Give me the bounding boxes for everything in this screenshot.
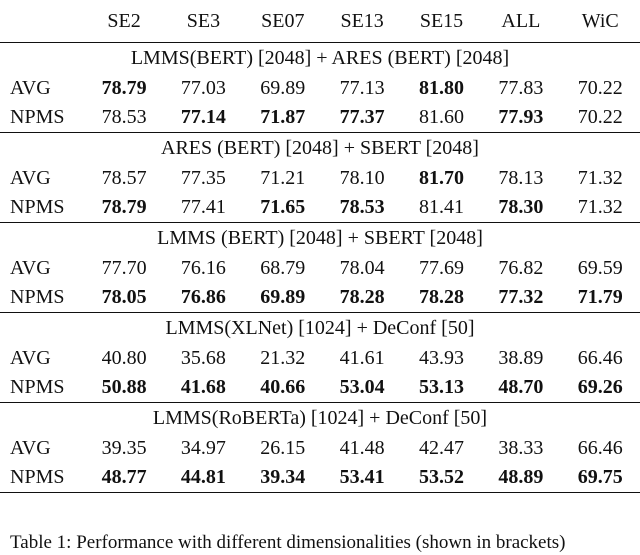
- table-cell: 70.22: [577, 106, 623, 128]
- table-cell: 40.66: [260, 376, 306, 398]
- table-cell: 76.82: [498, 257, 544, 279]
- row-label: AVG: [10, 437, 51, 459]
- row-label: AVG: [10, 257, 51, 279]
- table-cell: 66.46: [577, 347, 623, 369]
- row-label: NPMS: [10, 466, 65, 488]
- table-cell: 40.80: [101, 347, 147, 369]
- table-header: [0, 0, 640, 43]
- column-header: SE3: [186, 10, 221, 32]
- group-title-row: [0, 313, 640, 345]
- column-header: ALL: [501, 10, 541, 32]
- table-row: [0, 193, 640, 223]
- table-cell: 69.89: [260, 77, 306, 99]
- table-cell: 78.13: [498, 167, 544, 189]
- row-label: NPMS: [10, 286, 65, 308]
- group-title-row: [0, 403, 640, 435]
- table-cell: 77.13: [339, 77, 385, 99]
- table-cell: 44.81: [180, 466, 226, 488]
- table-cell: 53.41: [339, 466, 385, 488]
- group-title-row: [0, 223, 640, 255]
- table-cell: 71.32: [577, 167, 623, 189]
- row-label: NPMS: [10, 106, 65, 128]
- table-cell: 81.60: [419, 106, 464, 128]
- table-cell: 38.33: [498, 437, 544, 459]
- table-cell: 26.15: [260, 437, 306, 459]
- table-cell: 77.83: [498, 77, 544, 99]
- table-cell: 78.79: [101, 196, 147, 218]
- table-cell: 53.13: [419, 376, 464, 398]
- table-cell: 77.35: [180, 167, 226, 189]
- table-row: [0, 344, 640, 373]
- table-cell: 43.93: [419, 347, 464, 369]
- table-cell: 71.79: [577, 286, 623, 308]
- group-title: LMMS(BERT) [2048] + ARES (BERT) [2048]: [130, 47, 510, 69]
- table-caption: Table 1: Performance with different dimensionalities (shown in brackets): [10, 532, 566, 553]
- table-cell: 41.61: [339, 347, 385, 369]
- row-label: NPMS: [10, 376, 65, 398]
- table-cell: 76.86: [180, 286, 226, 308]
- column-header: SE07: [261, 10, 305, 32]
- table-cell: 78.10: [339, 167, 385, 189]
- table-cell: 39.34: [260, 466, 306, 488]
- column-header: SE13: [340, 10, 384, 32]
- table-cell: 41.68: [180, 376, 226, 398]
- header-row: [0, 0, 640, 43]
- table-cell: 42.47: [419, 437, 464, 459]
- table-cell: 68.79: [260, 257, 306, 279]
- column-header: [0, 0, 84, 43]
- table-cell: 34.97: [180, 437, 226, 459]
- table-row: [0, 103, 640, 133]
- table-cell: 81.41: [419, 196, 464, 218]
- table-cell: 50.88: [101, 376, 147, 398]
- table-cell: 53.04: [339, 376, 385, 398]
- table-cell: 70.22: [577, 77, 623, 99]
- table-cell: 78.05: [101, 286, 147, 308]
- table-cell: 41.48: [339, 437, 385, 459]
- table-cell: 77.93: [498, 106, 544, 128]
- group-title: LMMS(RoBERTa) [1024] + DeConf [50]: [152, 407, 488, 429]
- table-row: [0, 463, 640, 493]
- model-group: [0, 313, 640, 403]
- table-cell: 69.89: [260, 286, 306, 308]
- table-cell: 78.30: [498, 196, 544, 218]
- table-cell: 78.53: [101, 106, 147, 128]
- table-row: [0, 254, 640, 283]
- row-label: AVG: [10, 167, 51, 189]
- table-cell: 21.32: [260, 347, 306, 369]
- table-cell: 81.70: [419, 167, 464, 189]
- table-row: [0, 373, 640, 403]
- table-cell: 78.57: [101, 167, 147, 189]
- table-cell: 48.77: [101, 466, 147, 488]
- group-title: ARES (BERT) [2048] + SBERT [2048]: [161, 137, 479, 159]
- table-cell: 78.53: [339, 196, 385, 218]
- table-cell: 71.21: [260, 167, 306, 189]
- table-row: [0, 164, 640, 193]
- table-cell: 71.65: [260, 196, 306, 218]
- model-group: [0, 223, 640, 313]
- table-cell: 77.14: [180, 106, 226, 128]
- table-cell: 69.59: [577, 257, 623, 279]
- table-cell: 78.79: [101, 77, 147, 99]
- table-cell: 39.35: [101, 437, 147, 459]
- table-cell: 77.37: [339, 106, 385, 128]
- table-cell: 48.70: [498, 376, 544, 398]
- table-cell: 35.68: [180, 347, 226, 369]
- table-cell: 77.32: [498, 286, 544, 308]
- table-cell: 78.28: [419, 286, 464, 308]
- table-cell: 71.87: [260, 106, 306, 128]
- table-cell: 77.69: [419, 257, 464, 279]
- table-cell: 71.32: [577, 196, 623, 218]
- column-header: WiC: [581, 10, 619, 32]
- column-header: SE15: [419, 10, 464, 32]
- column-header: SE2: [107, 10, 141, 32]
- group-title-row: [0, 43, 640, 75]
- table-row: [0, 434, 640, 463]
- row-label: NPMS: [10, 196, 65, 218]
- table-cell: 48.89: [498, 466, 544, 488]
- model-group: [0, 43, 640, 133]
- group-title-row: [0, 133, 640, 165]
- table-cell: 66.46: [577, 437, 623, 459]
- table-cell: 77.70: [101, 257, 147, 279]
- model-group: [0, 403, 640, 493]
- table-cell: 77.41: [180, 196, 226, 218]
- table-row: [0, 283, 640, 313]
- group-title: LMMS(XLNet) [1024] + DeConf [50]: [165, 317, 475, 339]
- table-cell: 78.04: [339, 257, 385, 279]
- table-cell: 81.80: [419, 77, 464, 99]
- model-group: [0, 133, 640, 223]
- table-cell: 69.75: [577, 466, 623, 488]
- table-cell: 53.52: [419, 466, 464, 488]
- table-cell: 38.89: [498, 347, 544, 369]
- table-cell: 69.26: [577, 376, 623, 398]
- group-title: LMMS (BERT) [2048] + SBERT [2048]: [157, 227, 483, 249]
- table-cell: 76.16: [180, 257, 226, 279]
- table-row: [0, 74, 640, 103]
- table-cell: 78.28: [339, 286, 385, 308]
- row-label: AVG: [10, 347, 51, 369]
- table-cell: 77.03: [180, 77, 226, 99]
- row-label: AVG: [10, 77, 51, 99]
